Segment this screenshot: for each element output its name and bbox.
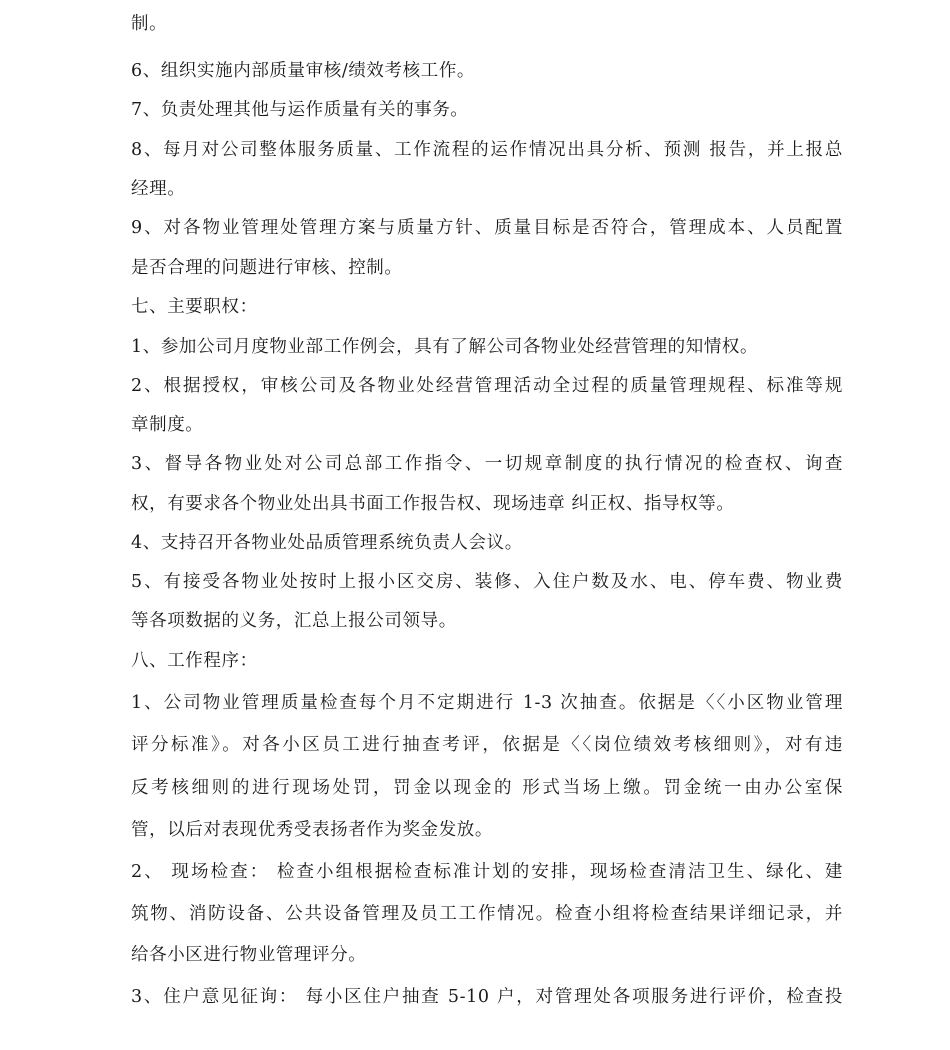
text-line: 等各项数据的义务，汇总上报公司领导。: [131, 611, 457, 631]
text-line: 管，以后对表现优秀受表扬者作为奖金发放。: [131, 820, 493, 840]
text-line: 章制度。: [131, 415, 204, 435]
text-line: 是否合理的问题进行审核、控制。: [131, 258, 403, 278]
section-heading: 八、工作程序：: [131, 651, 258, 671]
text-line: 筑物、消防设备、公共设备管理及员工工作情况。检查小组将检查结果详细记录，并: [131, 904, 843, 924]
text-line: 6、组织实施内部质量审核/绩效考核工作。: [131, 61, 476, 81]
text-line: 3、住户意见征询： 每小区住户抽查 5-10 户，对管理处各项服务进行评价，检查投: [131, 987, 843, 1007]
text-line: 7、负责处理其他与运作质量有关的事务。: [131, 100, 469, 120]
text-line: 3、督导各物业处对公司总部工作指令、一切规章制度的执行情况的检查权、询查: [131, 454, 843, 474]
text-line: 制。: [131, 14, 168, 34]
text-line: 评分标准》。对各小区员工进行抽查考评，依据是〈〈岗位绩效考核细则》，对有违: [131, 735, 843, 755]
text-line: 1、公司物业管理质量检查每个月不定期进行 1-3 次抽查。依据是〈〈小区物业管理: [131, 693, 843, 713]
text-line: 给各小区进行物业管理评分。: [131, 945, 367, 965]
text-line: 权，有要求各个物业处出具书面工作报告权、现场违章 纠正权、指导权等。: [131, 494, 735, 514]
text-line: 4、支持召开各物业处品质管理系统负责人会议。: [131, 533, 523, 553]
text-line: 2、 现场检查： 检查小组根据检查标准计划的安排，现场检查清洁卫生、绿化、建: [131, 862, 843, 882]
text-line: 1、参加公司月度物业部工作例会，具有了解公司各物业处经营管理的知情权。: [131, 337, 759, 357]
section-heading: 七、主要职权：: [131, 297, 258, 317]
text-line: 经理。: [131, 179, 186, 199]
text-line: 5、有接受各物业处按时上报小区交房、装修、入住户数及水、电、停车费、物业费: [131, 572, 843, 592]
text-line: 8、每月对公司整体服务质量、工作流程的运作情况出具分析、预测 报告，并上报总: [131, 140, 843, 160]
text-line: 反考核细则的进行现场处罚，罚金以现金的 形式当场上缴。罚金统一由办公室保: [131, 778, 843, 798]
text-line: 9、对各物业管理处管理方案与质量方针、质量目标是否符合，管理成本、人员配置: [131, 218, 843, 238]
text-line: 2、根据授权，审核公司及各物业处经营管理活动全过程的质量管理规程、标准等规: [131, 376, 843, 396]
